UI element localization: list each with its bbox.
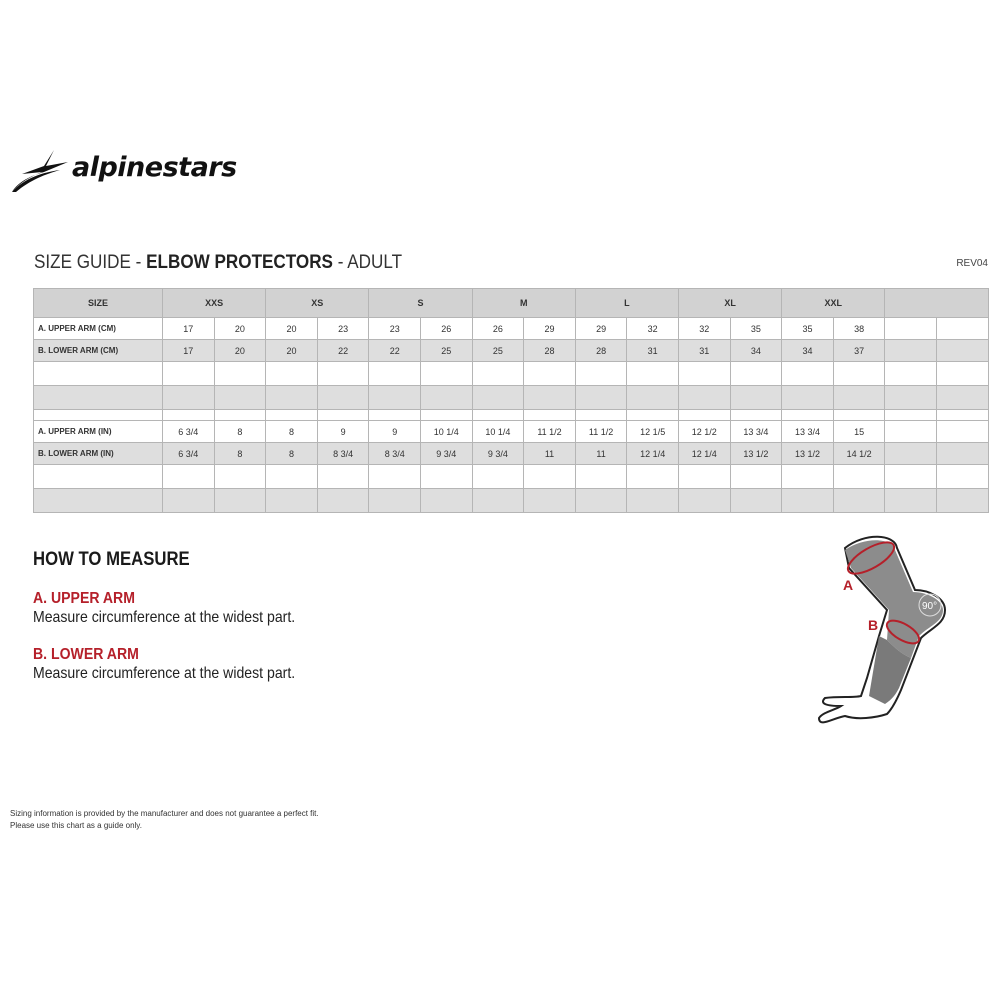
blank-cell	[936, 489, 988, 513]
blank-cell	[575, 489, 627, 513]
blank-cell	[833, 489, 885, 513]
blank-cell	[782, 489, 834, 513]
size-header-cell: XL	[678, 289, 781, 318]
blank-cell	[524, 362, 576, 386]
blank-cell	[936, 362, 988, 386]
page-title	[34, 252, 402, 274]
table-cell: 20	[266, 318, 318, 340]
table-cell: 29	[575, 318, 627, 340]
table-cell: 11 1/2	[575, 421, 627, 443]
blank-cell	[214, 465, 266, 489]
blank-cell	[317, 362, 369, 386]
blank-cell	[627, 410, 679, 421]
blank-cell	[369, 465, 421, 489]
blank-cell	[266, 489, 318, 513]
blank-cell	[369, 362, 421, 386]
blank-cell	[627, 362, 679, 386]
table-cell: 26	[472, 318, 524, 340]
blank-cell	[575, 362, 627, 386]
table-cell: 11	[575, 443, 627, 465]
blank-cell	[524, 489, 576, 513]
blank-cell	[627, 386, 679, 410]
how-to-measure-heading: HOW TO MEASURE	[33, 549, 190, 570]
table-cell: 13 3/4	[782, 421, 834, 443]
blank-cell	[833, 410, 885, 421]
blank-cell	[421, 465, 473, 489]
blank-cell	[266, 465, 318, 489]
upper-arm-description: Measure circumference at the widest part.	[33, 609, 296, 626]
table-cell: 23	[369, 318, 421, 340]
table-cell: 12 1/2	[678, 421, 730, 443]
blank-cell	[266, 410, 318, 421]
blank-cell	[833, 386, 885, 410]
table-cell: 31	[678, 340, 730, 362]
blank-cell	[317, 465, 369, 489]
blank-cell	[678, 362, 730, 386]
table-cell: 8	[266, 443, 318, 465]
blank-cell	[885, 465, 937, 489]
table-cell	[885, 340, 937, 362]
lower-arm-description: Measure circumference at the widest part.	[33, 665, 296, 682]
table-cell: 9 3/4	[472, 443, 524, 465]
blank-row	[34, 465, 989, 489]
blank-cell	[214, 362, 266, 386]
label-a: A	[843, 577, 854, 593]
row-label: A. UPPER ARM (IN)	[34, 421, 163, 443]
blank-cell	[369, 410, 421, 421]
blank-cell	[936, 386, 988, 410]
upper-arm-title: A. UPPER ARM	[33, 590, 135, 607]
alpinestars-logo	[10, 148, 250, 196]
blank-cell	[214, 489, 266, 513]
blank-cell	[885, 362, 937, 386]
blank-cell	[421, 386, 473, 410]
blank-cell	[34, 465, 163, 489]
table-row	[34, 421, 989, 443]
table-cell: 35	[782, 318, 834, 340]
table-cell: 37	[833, 340, 885, 362]
sleeve-upper	[845, 540, 943, 658]
blank-cell	[317, 410, 369, 421]
blank-cell	[524, 410, 576, 421]
table-cell: 28	[575, 340, 627, 362]
table-cell: 25	[421, 340, 473, 362]
blank-cell	[782, 386, 834, 410]
arm-measure-diagram	[805, 528, 965, 738]
blank-cell	[472, 465, 524, 489]
disclaimer-line-1: Sizing information is provided by the manufacturer and does not guarantee a perfect fit.	[10, 809, 319, 818]
blank-cell	[34, 489, 163, 513]
table-cell: 12 1/4	[627, 443, 679, 465]
table-cell: 17	[163, 340, 215, 362]
table-cell: 8 3/4	[317, 443, 369, 465]
blank-cell	[524, 465, 576, 489]
blank-cell	[214, 386, 266, 410]
blank-cell	[782, 362, 834, 386]
blank-cell	[34, 410, 163, 421]
blank-cell	[421, 410, 473, 421]
table-cell: 13 3/4	[730, 421, 782, 443]
blank-cell	[34, 362, 163, 386]
table-cell: 38	[833, 318, 885, 340]
blank-row	[34, 386, 989, 410]
table-cell: 20	[266, 340, 318, 362]
table-cell	[936, 421, 988, 443]
blank-cell	[678, 410, 730, 421]
blank-cell	[678, 386, 730, 410]
table-cell: 29	[524, 318, 576, 340]
blank-cell	[472, 362, 524, 386]
table-cell: 34	[782, 340, 834, 362]
title-product: ELBOW PROTECTORS	[146, 252, 333, 273]
blank-cell	[317, 489, 369, 513]
size-header-cell: S	[369, 289, 472, 318]
table-cell: 28	[524, 340, 576, 362]
size-header-cell: XXL	[782, 289, 885, 318]
blank-cell	[782, 465, 834, 489]
table-cell: 8	[214, 443, 266, 465]
size-header-cell: XXS	[163, 289, 266, 318]
blank-cell	[885, 489, 937, 513]
table-cell: 23	[317, 318, 369, 340]
blank-cell	[730, 362, 782, 386]
blank-cell	[163, 386, 215, 410]
label-b: B	[868, 617, 879, 633]
brand-wordmark: alpinestars	[72, 152, 237, 183]
blank-cell	[936, 410, 988, 421]
disclaimer-line-2: Please use this chart as a guide only.	[10, 821, 142, 830]
row-label: A. UPPER ARM (CM)	[34, 318, 163, 340]
blank-cell	[730, 489, 782, 513]
blank-cell	[678, 489, 730, 513]
blank-cell	[730, 386, 782, 410]
table-cell: 22	[317, 340, 369, 362]
size-header-cell: L	[575, 289, 678, 318]
elbow-angle-label: 90°	[922, 601, 938, 612]
table-cell: 9	[317, 421, 369, 443]
table-cell: 32	[678, 318, 730, 340]
table-cell	[936, 443, 988, 465]
table-cell: 35	[730, 318, 782, 340]
table-cell: 13 1/2	[730, 443, 782, 465]
table-cell: 9	[369, 421, 421, 443]
star-swoosh-icon	[10, 148, 70, 196]
table-cell: 22	[369, 340, 421, 362]
table-header-row	[34, 289, 989, 318]
table-cell	[936, 340, 988, 362]
lower-arm-title: B. LOWER ARM	[33, 646, 139, 663]
table-cell: 11 1/2	[524, 421, 576, 443]
title-suffix: - ADULT	[332, 252, 403, 273]
size-header-cell: XS	[266, 289, 369, 318]
table-cell: 31	[627, 340, 679, 362]
blank-cell	[369, 489, 421, 513]
table-cell	[885, 318, 937, 340]
table-cell: 20	[214, 340, 266, 362]
row-label: B. LOWER ARM (IN)	[34, 443, 163, 465]
blank-cell	[317, 386, 369, 410]
blank-row	[34, 410, 989, 421]
table-cell: 32	[627, 318, 679, 340]
table-cell: 11	[524, 443, 576, 465]
table-cell: 25	[472, 340, 524, 362]
table-row	[34, 318, 989, 340]
blank-cell	[163, 489, 215, 513]
size-header-cell	[885, 289, 988, 318]
table-cell: 20	[214, 318, 266, 340]
table-cell: 12 1/4	[678, 443, 730, 465]
blank-cell	[472, 386, 524, 410]
table-cell	[885, 421, 937, 443]
table-cell: 13 1/2	[782, 443, 834, 465]
size-header-label: SIZE	[34, 289, 163, 318]
size-table	[33, 288, 989, 513]
blank-cell	[163, 362, 215, 386]
blank-cell	[885, 386, 937, 410]
blank-cell	[214, 410, 266, 421]
blank-cell	[627, 465, 679, 489]
blank-cell	[575, 386, 627, 410]
table-cell: 10 1/4	[472, 421, 524, 443]
table-cell: 6 3/4	[163, 443, 215, 465]
table-cell: 6 3/4	[163, 421, 215, 443]
table-cell: 12 1/5	[627, 421, 679, 443]
blank-cell	[421, 489, 473, 513]
blank-cell	[34, 386, 163, 410]
table-cell: 34	[730, 340, 782, 362]
blank-row	[34, 489, 989, 513]
table-cell: 8	[214, 421, 266, 443]
table-cell: 8	[266, 421, 318, 443]
table-cell	[936, 318, 988, 340]
table-cell: 15	[833, 421, 885, 443]
blank-cell	[730, 410, 782, 421]
blank-cell	[472, 489, 524, 513]
blank-cell	[678, 465, 730, 489]
blank-cell	[782, 410, 834, 421]
blank-cell	[885, 410, 937, 421]
blank-cell	[730, 465, 782, 489]
title-prefix: SIZE GUIDE -	[34, 252, 147, 273]
table-row	[34, 443, 989, 465]
blank-cell	[472, 410, 524, 421]
table-cell: 26	[421, 318, 473, 340]
blank-cell	[627, 489, 679, 513]
blank-cell	[833, 465, 885, 489]
blank-cell	[575, 410, 627, 421]
blank-cell	[936, 465, 988, 489]
table-cell: 8 3/4	[369, 443, 421, 465]
blank-cell	[833, 362, 885, 386]
row-label: B. LOWER ARM (CM)	[34, 340, 163, 362]
blank-cell	[369, 386, 421, 410]
blank-cell	[575, 465, 627, 489]
revision-code: REV04	[956, 258, 988, 269]
table-cell: 14 1/2	[833, 443, 885, 465]
blank-cell	[163, 410, 215, 421]
table-cell: 9 3/4	[421, 443, 473, 465]
table-row	[34, 340, 989, 362]
blank-row	[34, 362, 989, 386]
table-cell: 10 1/4	[421, 421, 473, 443]
blank-cell	[266, 362, 318, 386]
table-cell	[885, 443, 937, 465]
blank-cell	[163, 465, 215, 489]
blank-cell	[266, 386, 318, 410]
size-header-cell: M	[472, 289, 575, 318]
blank-cell	[421, 362, 473, 386]
blank-cell	[524, 386, 576, 410]
table-cell: 17	[163, 318, 215, 340]
